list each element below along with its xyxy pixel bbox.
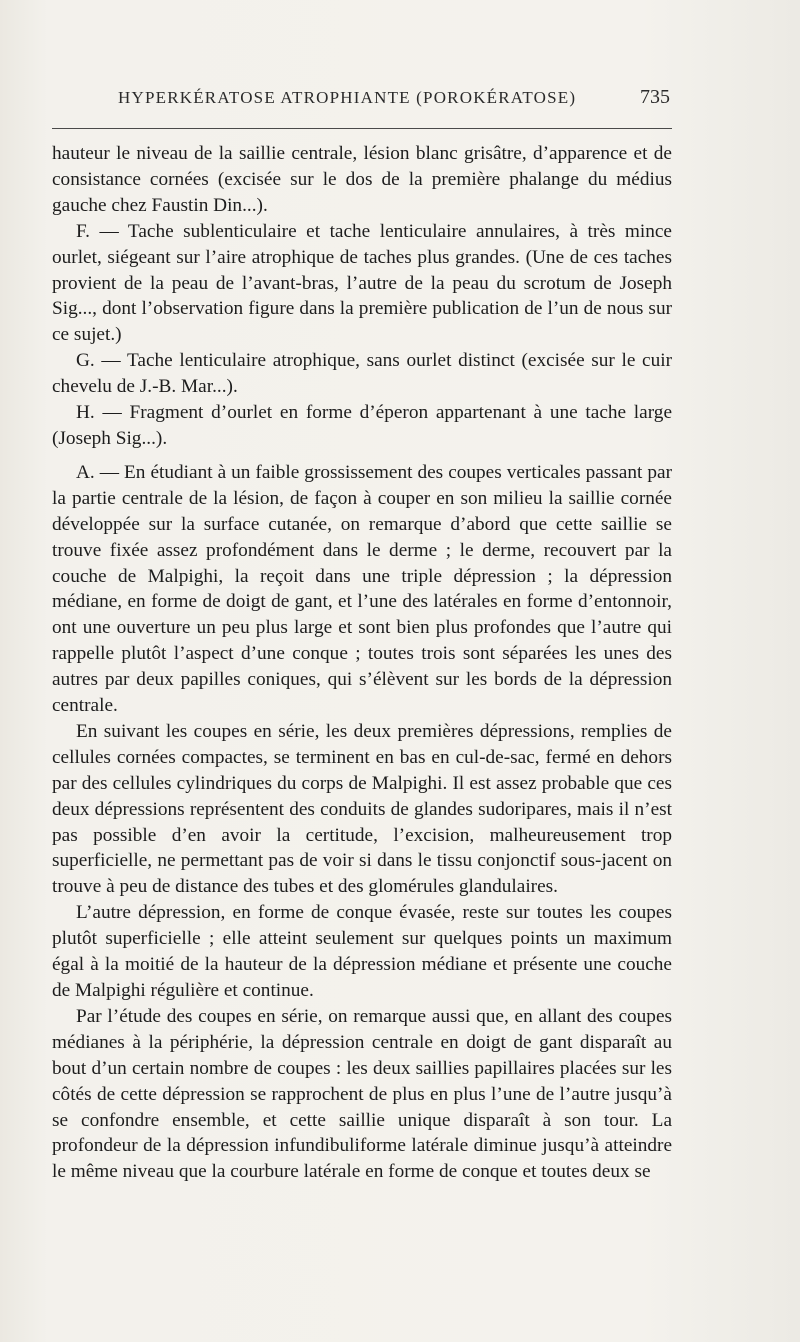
paragraph-continuation: hauteur le niveau de la saillie centrale, lésion blanc grisâtre, d’apparence et de consistance cornées (excisée sur le dos de la première phalange du médius gauche chez Faustin Din...). <box>52 143 672 216</box>
paragraph-periphery: Par l’étude des coupes en série, on remarque aussi que, en allant des coupes médianes à la périphérie, la dépression centrale en doigt de gant disparaît au bout d’un certain nombre de coupes : les deux saillies papillaires placées sur les côtés de cette dépression se rapprochent de plus en plus l’une de l’autre jusqu’à se confondre ensemble, et cette saillie unique disparaît à son tour. La profondeur de la dépression infundibuliforme latérale diminue jusqu’à atteindre le même niveau que la courbure latérale en forme de conque et toutes deux se <box>52 1005 672 1183</box>
paragraph-section-a: A. — En étudiant à un faible grossissement des coupes verticales passant par la partie centrale de la lésion, de façon à couper en son milieu la saillie cornée développée sur la surface cutanée, on remarque d’abord que cette saillie se trouve fixée assez profondément dans le derme ; le derme, recouvert par la couche de Malpighi, la reçoit dans une triple dépression ; la dépression médiane, en forme de doigt de gant, et l’une des latérales en forme d’entonnoir, ont une ouverture un peu plus large et sont bien plus profondes que l’autre qui rappelle plutôt l’aspect d’une conque ; toutes trois sont séparées les unes des autres par deux papilles coniques, qui s’élèvent sur les bords de la dépression centrale. <box>52 461 672 717</box>
paragraph-specimen-h: H. — Fragment d’ourlet en forme d’éperon appartenant à une tache large (Joseph Sig...). <box>52 402 672 449</box>
paragraph-specimen-f: F. — Tache sublenticulaire et tache lenticulaire annulaires, à très mince ourlet, siégeant sur l’aire atrophique de taches plus grandes. (Une de ces taches provient de la peau de l’avant-bras, l’autre de la peau du scrotum de Joseph Sig..., dont l’observation figure dans la première publication de l’un de nous sur ce sujet.) <box>52 220 672 346</box>
paragraph-serial-sections: En suivant les coupes en série, les deux premières dépressions, remplies de cellules cornées compactes, se terminent en bas en cul-de-sac, fermé en dehors par des cellules cylindriques du corps de Malpighi. Il est assez probable que ces deux dépressions représentent des conduits de glandes sudoripares, mais il n’est pas possible d’en avoir la certitude, l’excision, malheureusement trop superficielle, ne permettant pas de voir si dans le tissu conjonctif sous-jacent on trouve à peu de distance des tubes et des glomérules glandulaires. <box>52 720 672 898</box>
header-rule <box>52 128 672 129</box>
running-title: HYPERKÉRATOSE ATROPHIANTE (POROKÉRATOSE) <box>118 88 577 107</box>
paragraph-specimen-g: G. — Tache lenticulaire atrophique, sans ourlet distinct (excisée sur le cuir chevelu de J.-B. Mar...). <box>52 350 672 398</box>
page-number: 735 <box>640 86 670 108</box>
paragraph-conque-depression: L’autre dépression, en forme de conque évasée, reste sur toutes les coupes plutôt superficielle ; elle atteint seulement sur quelques points un maximum égal à la moitié de la hauteur de la dépression médiane et présente une couche de Malpighi régulière et continue. <box>52 902 672 1001</box>
page-header <box>52 86 672 116</box>
body-text <box>52 141 672 1185</box>
